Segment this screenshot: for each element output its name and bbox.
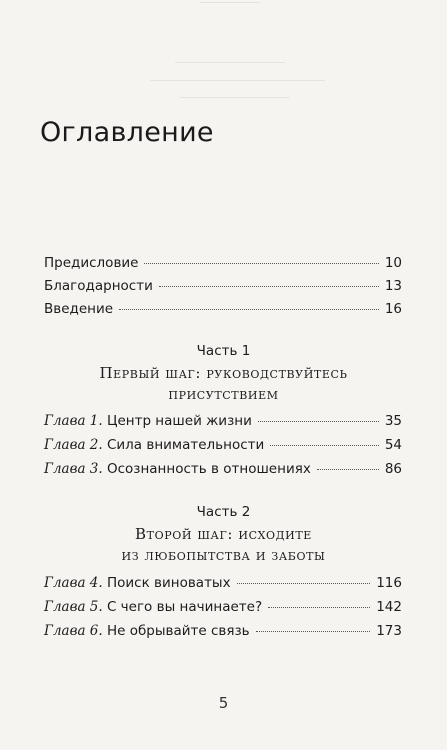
dot-leader [317, 469, 379, 470]
toc-entry-page: 86 [384, 461, 402, 477]
part-label: Часть 1 [196, 343, 251, 359]
toc-entry-chapter-2[interactable] [44, 437, 402, 459]
dot-leader [159, 286, 379, 287]
chapter-prefix: Глава 6. [44, 623, 103, 639]
toc-entry-chapter-5[interactable] [44, 599, 402, 621]
dot-leader [258, 421, 379, 422]
chapter-prefix: Глава 4. [44, 575, 103, 591]
toc-entry-label [44, 599, 262, 615]
bleed-through-texture [180, 97, 290, 99]
chapter-prefix: Глава 1. [44, 413, 103, 429]
toc-entry-page: 54 [384, 437, 402, 453]
dot-leader [144, 263, 378, 264]
toc-entry-chapter-3[interactable] [44, 461, 402, 483]
part-label: Часть 2 [196, 504, 251, 520]
toc-entry-chapter-4[interactable] [44, 575, 402, 597]
dot-leader [256, 631, 371, 632]
part-title-line: Второй шаг: исходите [135, 525, 312, 543]
toc-entry-label: Благодарности [44, 278, 153, 294]
toc-entry-label [44, 461, 311, 477]
dot-leader [270, 445, 379, 446]
chapter-title: Не обрывайте связь [106, 623, 250, 639]
part-title-line: из любопытства и заботы [121, 546, 326, 564]
dot-leader [119, 309, 379, 310]
chapter-prefix: Глава 3. [44, 461, 103, 477]
toc-entry-chapter-6[interactable] [44, 623, 402, 645]
chapter-title: Сила внимательности [106, 437, 265, 453]
toc-entry-label: Предисловие [44, 255, 139, 271]
bleed-through-texture [200, 2, 260, 11]
dot-leader [268, 607, 370, 608]
toc-entry-label [44, 623, 250, 639]
toc-entry-introduction[interactable] [44, 301, 402, 323]
toc-heading: Оглавление [40, 117, 214, 148]
bleed-through-texture [150, 80, 325, 82]
toc-entry-label: Введение [44, 301, 114, 317]
toc-entry-label [44, 413, 252, 429]
toc-entry-preface[interactable] [44, 255, 402, 277]
chapter-title: Центр нашей жизни [106, 413, 252, 429]
toc-entry-acknowledgements[interactable] [44, 278, 402, 300]
dot-leader [237, 583, 371, 584]
chapter-title: Поиск виноватых [106, 575, 231, 591]
bleed-through-texture [175, 62, 285, 64]
part-title-line: присутствием [168, 385, 279, 403]
toc-entry-label [44, 575, 231, 591]
toc-entry-page: 116 [376, 575, 402, 591]
toc-entry-page: 13 [384, 278, 402, 294]
toc-entry-page: 16 [384, 301, 402, 317]
toc-entry-page: 10 [384, 255, 402, 271]
toc-entry-chapter-1[interactable] [44, 413, 402, 435]
page-number: 5 [218, 694, 229, 712]
toc-entry-label [44, 437, 264, 453]
part-title-line: Первый шаг: руководствуйтесь [99, 364, 348, 382]
chapter-prefix: Глава 2. [44, 437, 103, 453]
toc-entry-page: 173 [376, 623, 402, 639]
chapter-title: С чего вы начинаете? [106, 599, 263, 615]
chapter-title: Осознанность в отношениях [106, 461, 311, 477]
chapter-prefix: Глава 5. [44, 599, 103, 615]
toc-entry-page: 35 [384, 413, 402, 429]
toc-entry-page: 142 [376, 599, 402, 615]
